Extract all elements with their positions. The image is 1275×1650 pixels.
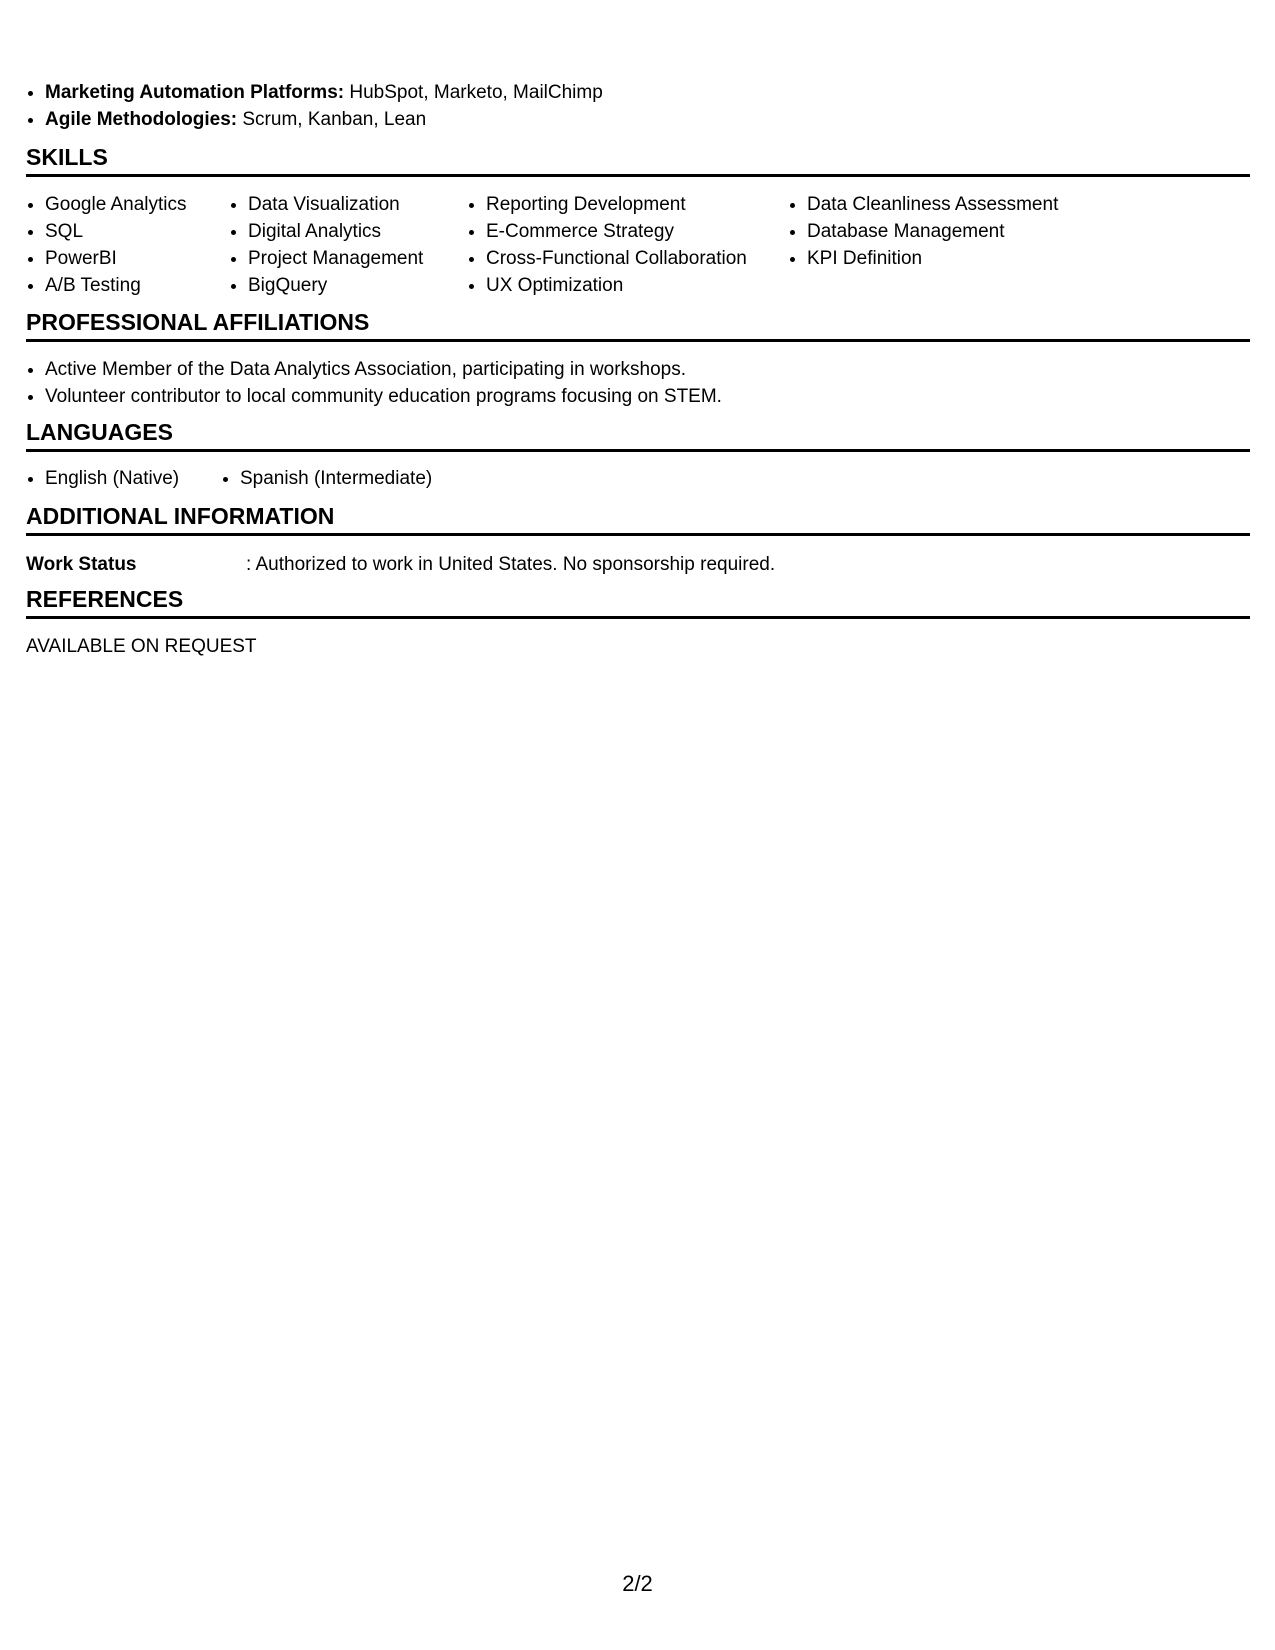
skill-item: • Google Analytics — [45, 191, 229, 218]
affiliations-list — [26, 356, 722, 410]
language-item: • Spanish (Intermediate) — [240, 465, 432, 492]
affiliation-item: • Active Member of the Data Analytics Association, participating in workshops. — [45, 356, 722, 383]
work-status-row — [26, 551, 775, 578]
item-value: HubSpot, Marketo, MailChimp — [344, 82, 603, 103]
page-number: 2/2 — [622, 1571, 653, 1596]
references-section-header — [26, 585, 1250, 619]
section-title: REFERENCES — [26, 586, 184, 612]
list-item — [45, 79, 603, 106]
skill-item: • A/B Testing — [45, 272, 229, 299]
skills-column — [788, 191, 1107, 299]
skill-item: • BigQuery — [248, 272, 467, 299]
language-item: • English (Native) — [45, 465, 221, 492]
additional-section-header — [26, 502, 1250, 536]
skills-section-header — [26, 143, 1250, 177]
skill-item: • E-Commerce Strategy — [486, 218, 788, 245]
skill-item: • Data Visualization — [248, 191, 467, 218]
affiliation-item: • Volunteer contributor to local community education programs focusing on STEM. — [45, 383, 722, 410]
affiliations-section-header — [26, 308, 1250, 342]
references-text: AVAILABLE ON REQUEST — [26, 636, 257, 657]
skills-grid — [26, 191, 1107, 299]
skill-item: • KPI Definition — [807, 245, 1107, 272]
section-title: SKILLS — [26, 144, 108, 170]
item-value: Scrum, Kanban, Lean — [237, 109, 427, 130]
languages-list — [26, 465, 432, 492]
skill-item: • Digital Analytics — [248, 218, 467, 245]
skill-item: • SQL — [45, 218, 229, 245]
item-label: Marketing Automation Platforms: — [45, 82, 345, 103]
skills-column — [26, 191, 229, 299]
skills-column — [467, 191, 788, 299]
skills-column — [229, 191, 467, 299]
languages-section-header — [26, 418, 1250, 452]
skill-item: • Database Management — [807, 218, 1107, 245]
work-status-value: : Authorized to work in United States. No sponsorship required. — [246, 554, 776, 575]
item-label: Agile Methodologies: — [45, 109, 238, 130]
work-status-label: Work Status — [26, 554, 137, 575]
section-title: PROFESSIONAL AFFILIATIONS — [26, 309, 370, 335]
list-item — [45, 106, 603, 133]
skill-item: • PowerBI — [45, 245, 229, 272]
skill-item: • Cross-Functional Collaboration — [486, 245, 788, 272]
skill-item: • Reporting Development — [486, 191, 788, 218]
skill-item: • Project Management — [248, 245, 467, 272]
tools-list — [26, 79, 603, 133]
skill-item: • Data Cleanliness Assessment — [807, 191, 1107, 218]
section-title: LANGUAGES — [26, 419, 173, 445]
section-title: ADDITIONAL INFORMATION — [26, 503, 335, 529]
skill-item: • UX Optimization — [486, 272, 788, 299]
